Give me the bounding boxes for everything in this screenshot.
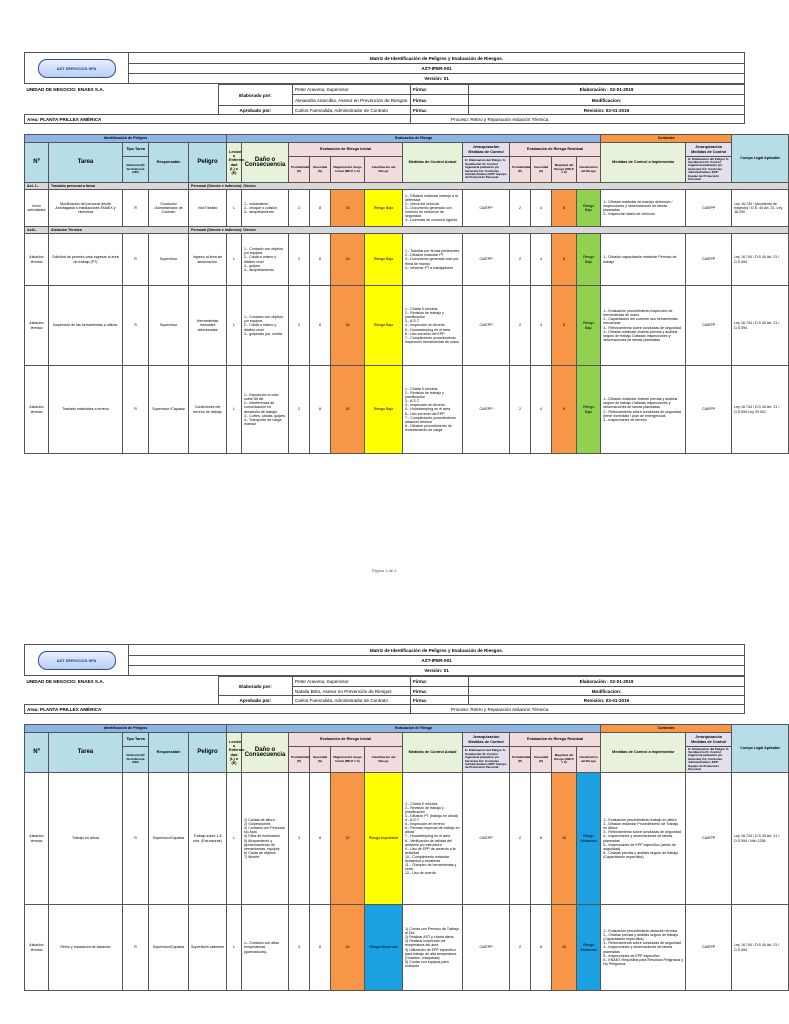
row-peligro: Ingreso al área sin autorización. [189,234,227,286]
row-responsable: Supervisor /Capataz [149,366,189,454]
row-severidad-res: 8 [531,773,552,905]
document-meta [24,84,745,124]
row-lesion: L [227,286,242,366]
row-medidas-impl: 1.- Difusión estándar charlas previas y análisis seguro de trabajo Gafadas Inspecciones y observaciones de tareas planeadas 2.- Reforzamiento sobre conductas de seguridad (tener inmediato / plan de emergencias 3.- Inspecciones de terreno [601,366,686,454]
aprobado-label: Aprobado por: [219,696,293,705]
medidas-actual-header: Medidas de Control Actual [403,143,463,183]
clasificacion-res-header: Clasificación del Riesgo [577,747,601,773]
matrix-header [25,725,789,773]
row-medidas-impl: 1.- Evaluación procedimiento inspección de herramientas de mano 2.- Capacitación del correcto uso herramientas mecánicas 3.- Reforzamiento sobre conductas de seguridad 4.- Difusión estándar charlas previas y análisis seguro de trabajo Gafadas Inspecciones y observaciones de tareas planeadas [601,286,686,366]
row-tipo: R [123,773,149,905]
section-peligro: Personal (Directo e Indirecto): Directo [189,227,789,234]
aprobado-name: Carlos Fuenzalida, Administrador de Contrato [293,696,411,705]
responsable-header: Responsable [149,733,189,773]
ident-peligros-header: Identificación de Peligros [25,135,227,143]
firma-label: Firma: [411,687,469,696]
row-jerarquizacion: CA/EPP [463,234,510,286]
row-responsable: Conductor /Administrador de Contrato [149,190,189,227]
risk-row [25,366,789,454]
risk-row [25,190,789,227]
row-cuerpo-legal: Ley 16.744 / D.S 40 Art. 21 / D.S 594 [732,905,789,991]
row-severidad: 8 [310,773,331,905]
row-jerarquizacion-2: CA/EPP [686,234,732,286]
row-medidas-actual: 1.- Charla 5 minutos 2.- Revisión de trabajo y planificación 3.- A.S.T. 4.- Inspección en terreno 5.- Housekeeping en el área 6.- Uso correcto del EPP 7.- Cumplimiento procedimiento aislación térmica 8.- Difusión procedimiento de levantamiento de carga [403,366,463,454]
severidad-res-header: Severidad (S) [531,747,552,773]
area-label: Area: PLANTA PRILLEX AMÉRICA [25,705,411,714]
clasificacion-header: Clasificación del Riesgo [365,157,403,183]
row-medidas-impl: 1.- Evaluación procedimiento trabajo en altura 2.- Difusión estándar Procedimiento de Trabajo en Altura 3.- Reforzamiento sobre conductas de seguridad 4.- Inspecciones y observaciones de tareas planeadas 5.- Inspecciones de EPP específico (arnés de seguridad) 6.- Charlas previas y análisis seguro de trabajo (Capacitación específica) [601,773,686,905]
row-probabilidad: 2 [289,234,310,286]
row-magnitud-res: 8 [552,234,577,286]
eval-riesgo-header: Evaluación de Riesgo [227,725,601,733]
document-header [24,644,745,676]
row-dano: 1.- Contacto con objetos y/o equipos 2.- Caída a mismo y distinto nivel 3.- golpes 4.- atropellamiento [242,234,289,286]
row-probabilidad: 2 [289,286,310,366]
row-magnitud: 16 [331,286,365,366]
row-medidas-actual: 1.- Charla 5 minutos 2.- Revisión de trabajo y planificación 3.- Difusión PT (trabajo en altura) 4.- A.S.T. 5.- Inspección en terreno 6.- Permiso especial de trabajo en altura 7.- Housekeeping en el área 8.- Verificación de calidad del andamio y/o estructura 9.- Uso de EPP de acuerdo a la actividad 10.- Cumplimiento estándar Andamios y escaleras 11.- Chequeo de herramientas y cinta 12.- Uso de cuerda [403,773,463,905]
row-probabilidad-res: 2 [510,773,531,905]
row-severidad-res: 8 [531,905,552,991]
row-jerarquizacion: CA/EPP [463,366,510,454]
row-lesion: L [227,234,242,286]
cuerpo-legal-header: Cuerpo Legal Aplicable [732,135,789,183]
row-jerarquizacion-2: CA/EPP [686,366,732,454]
row-jerarquizacion: CA/EPP [463,905,510,991]
magnitud-res-header: Magnitud del Riesgo (MR-P x S) [552,747,577,773]
row-lesion: L [227,905,242,991]
row-tipo: R [123,234,149,286]
row-lesion: L [227,366,242,454]
row-clasificacion: Riesgo Bajo [365,286,403,366]
row-jerarquizacion-2: CA/EPP [686,286,732,366]
row-clasificacion-res: Riesgo Bajo [577,234,601,286]
document-title: Matriz de Identificación de Peligros y Evaluación de Riesgos. [129,645,745,656]
unidad-negocio: UNIDAD DE NEGOCIO: ENAEX S.A. [26,679,104,684]
row-responsable: Supervisor [149,234,189,286]
row-medidas-impl: 1.- Difusión capacitación estándar Permiso de trabajo [601,234,686,286]
jerarq-list-2: E: Eliminación del Peligro S: Sustitución CI: Control Ingeniería (aislación y/o barreras) CA: Controles Administrativos EPP: Equipo de Protección Personal [686,747,732,773]
row-clasificacion-res: Riesgo Bajo [577,286,601,366]
row-jerarquizacion: CA/EPP [463,286,510,366]
risk-matrix-table [24,724,789,991]
document-code: AST-IPER-001 [129,656,745,666]
row-magnitud-res: 16 [552,905,577,991]
row-magnitud-res: 8 [552,286,577,366]
responsable-header: Responsable [149,143,189,183]
row-severidad-res: 4 [531,366,552,454]
elaborado-label: Elaborado por: [219,677,293,696]
row-dano: 1.- Contacto con objetos y/o equipos 2.- Caída a mismo y distinto nivel 3.- golpeado por, contra [242,286,289,366]
row-lesion: L [227,773,242,905]
section-row [25,227,789,234]
probabilidad-header: Probabilidad (P) [289,747,310,773]
row-severidad: 8 [310,190,331,227]
row-magnitud: 16 [331,190,365,227]
medidas-actual-header: Medidas de Control Actual [403,733,463,773]
peligro-header: Peligro [189,143,227,183]
revision-date: Revisión: 03-01-2019 [469,696,745,705]
document-code: AST-IPER-001 [129,64,745,74]
row-clasificacion: Riesgo Moderado [365,905,403,991]
row-magnitud: 32 [331,773,365,905]
row-probabilidad: 2 [289,366,310,454]
row-nro: Aislación térmica [25,905,49,991]
elaborado-name-2: Alexandra Arancibia, Asesor en Prevención de Riesgos [293,95,411,106]
risk-row [25,773,789,905]
row-magnitud-res: 8 [552,190,577,227]
section-row [25,183,789,190]
matrix-header [25,135,789,183]
elaborado-label: Elaborado por: [219,85,293,106]
aprobado-label: Aprobado por: [219,106,293,115]
row-probabilidad-res: 2 [510,286,531,366]
row-jerarquizacion-2: CA/EPP [686,905,732,991]
medidas-impl-header: Medidas de Control a Implementar [601,143,686,183]
elaborado-name-1: Peter Aravena, Supervisor [293,85,411,95]
dano-header: Daño o Consecuencia [242,143,289,183]
nro-header: Nº [25,143,49,183]
risk-row [25,905,789,991]
jerarq-list: E: Eliminación del Peligro S: Sustitución CI: Control Ingeniería (aislación y/o barreras) CA: Controles Administrativos EPP: Equipo de Protección Personal [463,157,510,183]
row-medidas-actual: 1.- Difusión estándar manejo a la defensiva 2.- check list vehículo 3.- Documento generado con correcto de selección de seguridad 4.- Licencias de conducir vigente [403,190,463,227]
matrix-body [25,183,789,454]
section-code: Act2.- [25,227,49,234]
row-responsable: Supervisor/Capataz [149,773,189,905]
row-jerarquizacion-2: CA/EPP [686,773,732,905]
controles-header: Controles [601,135,732,143]
modificacion-label: Modificacion: [469,95,745,106]
jerarq-list: E: Eliminación del Peligro S: Sustitución CI: Control Ingeniería (aislación y/o barreras) CA: Controles Administrativos EPP: Equipo de Protección Personal [463,747,510,773]
cuerpo-legal-header: Cuerpo Legal Aplicable [732,725,789,773]
document-version: Versión: 01 [129,666,745,676]
row-jerarquizacion: CA/EPP [463,190,510,227]
document-version: Versión: 01 [129,74,745,84]
row-peligro: Superficies calientes [189,905,227,991]
jerarquizacion-header-2: Jerarquización Medidas de Control [686,733,732,747]
lesion-header: Lesión o Enferme-dad (L) o (E) [227,733,242,773]
row-probabilidad-res: 2 [510,905,531,991]
tipo-tarea-sub: Rutinaria (R) No Rutinaria (NR) [123,157,149,183]
magnitud-header: Magnitud del riesgo Inicial (MR-P x S) [331,157,365,183]
row-tipo: R [123,286,149,366]
firma-label: Firma: [411,696,469,705]
ident-peligros-header: Identificación de Peligros [25,725,227,733]
clasificacion-res-header: Clasificación del Riesgo [577,157,601,183]
jerarq-list-2: E: Eliminación del Peligro S: Sustitución CI: Control Ingeniería (aislación y/o barreras) CA: Controles Administrativos EPP: Equipo de Protección Personal [686,157,732,183]
peligro-header: Peligro [189,733,227,773]
eval-residual-header: Evaluación de Riesgo Residual [510,143,601,157]
page-1 [24,52,783,454]
row-clasificacion: Riesgo Bajo [365,234,403,286]
row-peligro: Trabajo sobre 1.8 mts. (Estructuras) [189,773,227,905]
severidad-header: Severidad (S) [310,747,331,773]
row-magnitud: 24 [331,905,365,991]
section-name: Traslado personal a faena [49,183,189,190]
row-tarea: Solicitud de permiso para ingresar al área de trabajo (PT) [49,234,123,286]
row-responsable: Supervisor/Capataz [149,905,189,991]
elaboracion-date: Elaboración : 02-01-2019 [469,85,745,95]
row-severidad-res: 4 [531,190,552,227]
probabilidad-header: Probabilidad (P) [289,157,310,183]
row-nro: Inicio actividades [25,190,49,227]
probabilidad-res-header: Probabilidad (P) [510,747,531,773]
unidad-negocio: UNIDAD DE NEGOCIO: ENAEX S.A. [26,87,104,92]
row-dano: 1.- Exposición a ruido sobre 85 db. 2.- Interferencia de comunicación en desarrollo de trabajo. 3.- Cortes, caídas, golpes. 4.- Transporte de carga manual [242,366,289,454]
risk-row [25,234,789,286]
logo-cell [25,53,129,84]
row-medidas-impl: 1.- Evaluación procedimiento aislación térmica 2.- Charlas previas y análisis seguro de trabajo (Capacitación específica) 3.- Reforzamiento sobre conductas de seguridad 4.- Inspecciones y observaciones de tareas planeadas 5.- Inspecciones de EPP específico 6.- ENAEX Requisitos para Residuos Peligrosos y No Peligrosos [601,905,686,991]
row-clasificacion-res: Riesgo Bajo [577,366,601,454]
row-clasificacion: Riesgo Bajo [365,190,403,227]
section-code: Act. 1.- [25,183,49,190]
row-lesion: L [227,190,242,227]
probabilidad-res-header: Probabilidad (P) [510,157,531,183]
clasificacion-header: Clasificación del Riesgo [365,747,403,773]
row-magnitud-res: 16 [552,773,577,905]
elaborado-name-1: Peter Aravena, Supervisor [293,677,411,687]
page-2 [24,644,781,991]
row-clasificacion-res: Riesgo Bajo [577,190,601,227]
proceso-label: Proceso: Retiro y Reparación Aislación Térmica. [411,705,745,714]
magnitud-header: Magnitud del riesgo Inicial (MR-P x S) [331,747,365,773]
medidas-impl-header: Medidas de Control a Implementar [601,733,686,773]
row-cuerpo-legal: Ley 16.744 / (Accidente de trayecto) / D.S. 40 Art. 21. Ley 18.290 [732,190,789,227]
row-tarea: Trabajo en altura [49,773,123,905]
row-cuerpo-legal: Ley 16.744 / D.S 40 Art. 21 / D.S 594 [732,286,789,366]
revision-date: Revisión: 03-01-2019 [469,106,745,115]
row-tarea: Traslado materiales a terreno [49,366,123,454]
row-tipo: R [123,905,149,991]
nro-header: Nº [25,733,49,773]
row-cuerpo-legal: Ley 16.744 / D.S 40 Art. 21 / D.S 594 [732,234,789,286]
document-header [24,52,745,84]
tipo-tarea-header: Tipo Tarea [123,143,149,157]
page-number: Página 1 de 4 [371,568,397,573]
jerarquizacion-header: Jerarquización Medidas de Control [463,733,510,747]
row-severidad: 8 [310,905,331,991]
row-medidas-actual: 1.- Tramitar por firmas pertinentes 2.- Difusión estándar PT 3.- Documento generado solo por firma de mando 4.- Informar PT a trabajadores [403,234,463,286]
row-probabilidad-res: 2 [510,234,531,286]
row-probabilidad: 3 [289,773,310,905]
row-probabilidad-res: 2 [510,190,531,227]
row-dano: 1.- Contacto con altas temperaturas (quemaduras). [242,905,289,991]
section-name: Aislación Térmica [49,227,189,234]
eval-inicial-header: Evaluación de Riesgo Inicial [289,143,403,157]
row-magnitud-res: 8 [552,366,577,454]
lesion-header: Lesión o Enferme-dad (L) o (E) [227,143,242,183]
row-peligro: Condiciones del terreno de trabajo [189,366,227,454]
severidad-res-header: Severidad (S) [531,157,552,183]
risk-row [25,286,789,366]
row-severidad: 8 [310,366,331,454]
firma-label: Firma: [411,106,469,115]
logo-cell [25,645,129,676]
tarea-header: Tarea [49,733,123,773]
row-jerarquizacion: CA/EPP [463,773,510,905]
row-tarea: Retiro y reparación de aislación [49,905,123,991]
firma-label: Firma: [411,677,469,687]
company-logo: AST SERVICIOS SPA [38,651,116,670]
jerarquizacion-header-2: Jerarquización Medidas de Control [686,143,732,157]
eval-riesgo-header: Evaluación de Riesgo [227,135,601,143]
row-nro: Aislación térmica [25,773,49,905]
row-medidas-actual: 1.- Charla 5 minutos 2.- Revisión de trabajo y planificación 3.- A.S.T. 4.- Inspección en terreno 5.- Housekeeping en el área 6.- Uso correcto del EPP 7.- Cumplimiento procedimiento inspección herramientas de mano [403,286,463,366]
row-nro: Aislación térmica [25,366,49,454]
row-probabilidad: 2 [289,190,310,227]
tarea-header: Tarea [49,143,123,183]
row-probabilidad-res: 2 [510,366,531,454]
row-magnitud: 16 [331,234,365,286]
row-tipo: R [123,190,149,227]
firma-label: Firma: [411,85,469,95]
matrix-body [25,773,789,991]
row-nro: Aislación térmica [25,234,49,286]
risk-matrix-table [24,134,789,454]
row-severidad: 8 [310,234,331,286]
row-cuerpo-legal: Ley 16.744 / D.S 40 Art. 21 / D.S 594 / Nch 1258 [732,773,789,905]
aprobado-name: Carlos Fuenzalida, Administrador de Contrato [293,106,411,115]
section-peligro: Personal (Directo e Indirecto): Directo [189,183,789,190]
tipo-tarea-header: Tipo Tarea [123,733,149,747]
controles-header: Controles [601,725,732,733]
row-peligro: Vial:Tránsito [189,190,227,227]
row-nro: Aislación térmica [25,286,49,366]
row-magnitud: 16 [331,366,365,454]
row-probabilidad: 3 [289,905,310,991]
row-tarea: Inspección de las herramientas a utilizar. [49,286,123,366]
row-clasificacion-res: Riesgo Moderado [577,773,601,905]
row-jerarquizacion-2: CA/EPP [686,190,732,227]
row-clasificacion: Riesgo Importante [365,773,403,905]
row-responsable: Supervisor [149,286,189,366]
row-clasificacion-res: Riesgo Moderado [577,905,601,991]
firma-label: Firma: [411,95,469,106]
row-peligro: Herramientas manuales deterioradas [189,286,227,366]
row-medidas-impl: 1.- Difusión estándar de manejo defensivo / Inspecciones y observaciones de tareas planeadas 2.- Inspección diaria de vehículo [601,190,686,227]
severidad-header: Severidad (S) [310,157,331,183]
row-clasificacion: Riesgo Bajo [365,366,403,454]
elaboracion-date: Elaboración : 02-01-2019 [469,677,745,687]
document-title: Matriz de Identificación de Peligros y Evaluación de Riesgos. [129,53,745,64]
proceso-label: Proceso: Retiro y Reparación Aislación Térmica. [411,115,745,124]
row-cuerpo-legal: Ley 16.744 / D.S 40 Art. 21 / D.S 594 Ley 20.001 [732,366,789,454]
eval-inicial-header: Evaluación de Riesgo Inicial [289,733,403,747]
magnitud-res-header: Magnitud del Riesgo (MR-P x S) [552,157,577,183]
row-severidad-res: 4 [531,234,552,286]
modificacion-label: Modificacion: [469,687,745,696]
eval-residual-header: Evaluación de Riesgo Residual [510,733,601,747]
row-dano: 1.- volcamiento 2.- choque o colisión 3.- atropellamiento [242,190,289,227]
row-medidas-actual: 1) Contar con Permiso de Trabajo al Día 2) Realizar AST y charla diaria 3) Realizar inspección de temperatura del área 4) Utilización de EPP específico para trabajo de alta temperatura (Guantes, chaquetas) 5) Contar con equipos para extinción [403,905,463,991]
row-severidad: 8 [310,286,331,366]
row-dano: 1) Caídas de altura 2) Golpes/cortes 3) Contacto con Personal No Apto 4) Falta de iluminación 5) Atrapamiento y Aprisionamiento de herramientas, equipos 6) Caída de objetos 7) Muerte [242,773,289,905]
elaborado-name-2: Natalia Brito, Asesor en Prevención de Riesgos [293,687,411,696]
tipo-tarea-sub: Rutinaria (R) No Rutinaria (NR) [123,747,149,773]
document-meta [24,676,745,714]
row-tipo: R [123,366,149,454]
row-severidad-res: 4 [531,286,552,366]
area-label: Area: PLANTA PRILLEX AMÉRICA [25,115,411,124]
row-tarea: Movilización del personal desde Antofagasta a Instalaciones ENAEX y viceversa [49,190,123,227]
jerarquizacion-header: Jerarquización Medidas de Control [463,143,510,157]
dano-header: Daño o Consecuencia [242,733,289,773]
company-logo: AST SERVICIOS SPA [38,59,116,78]
